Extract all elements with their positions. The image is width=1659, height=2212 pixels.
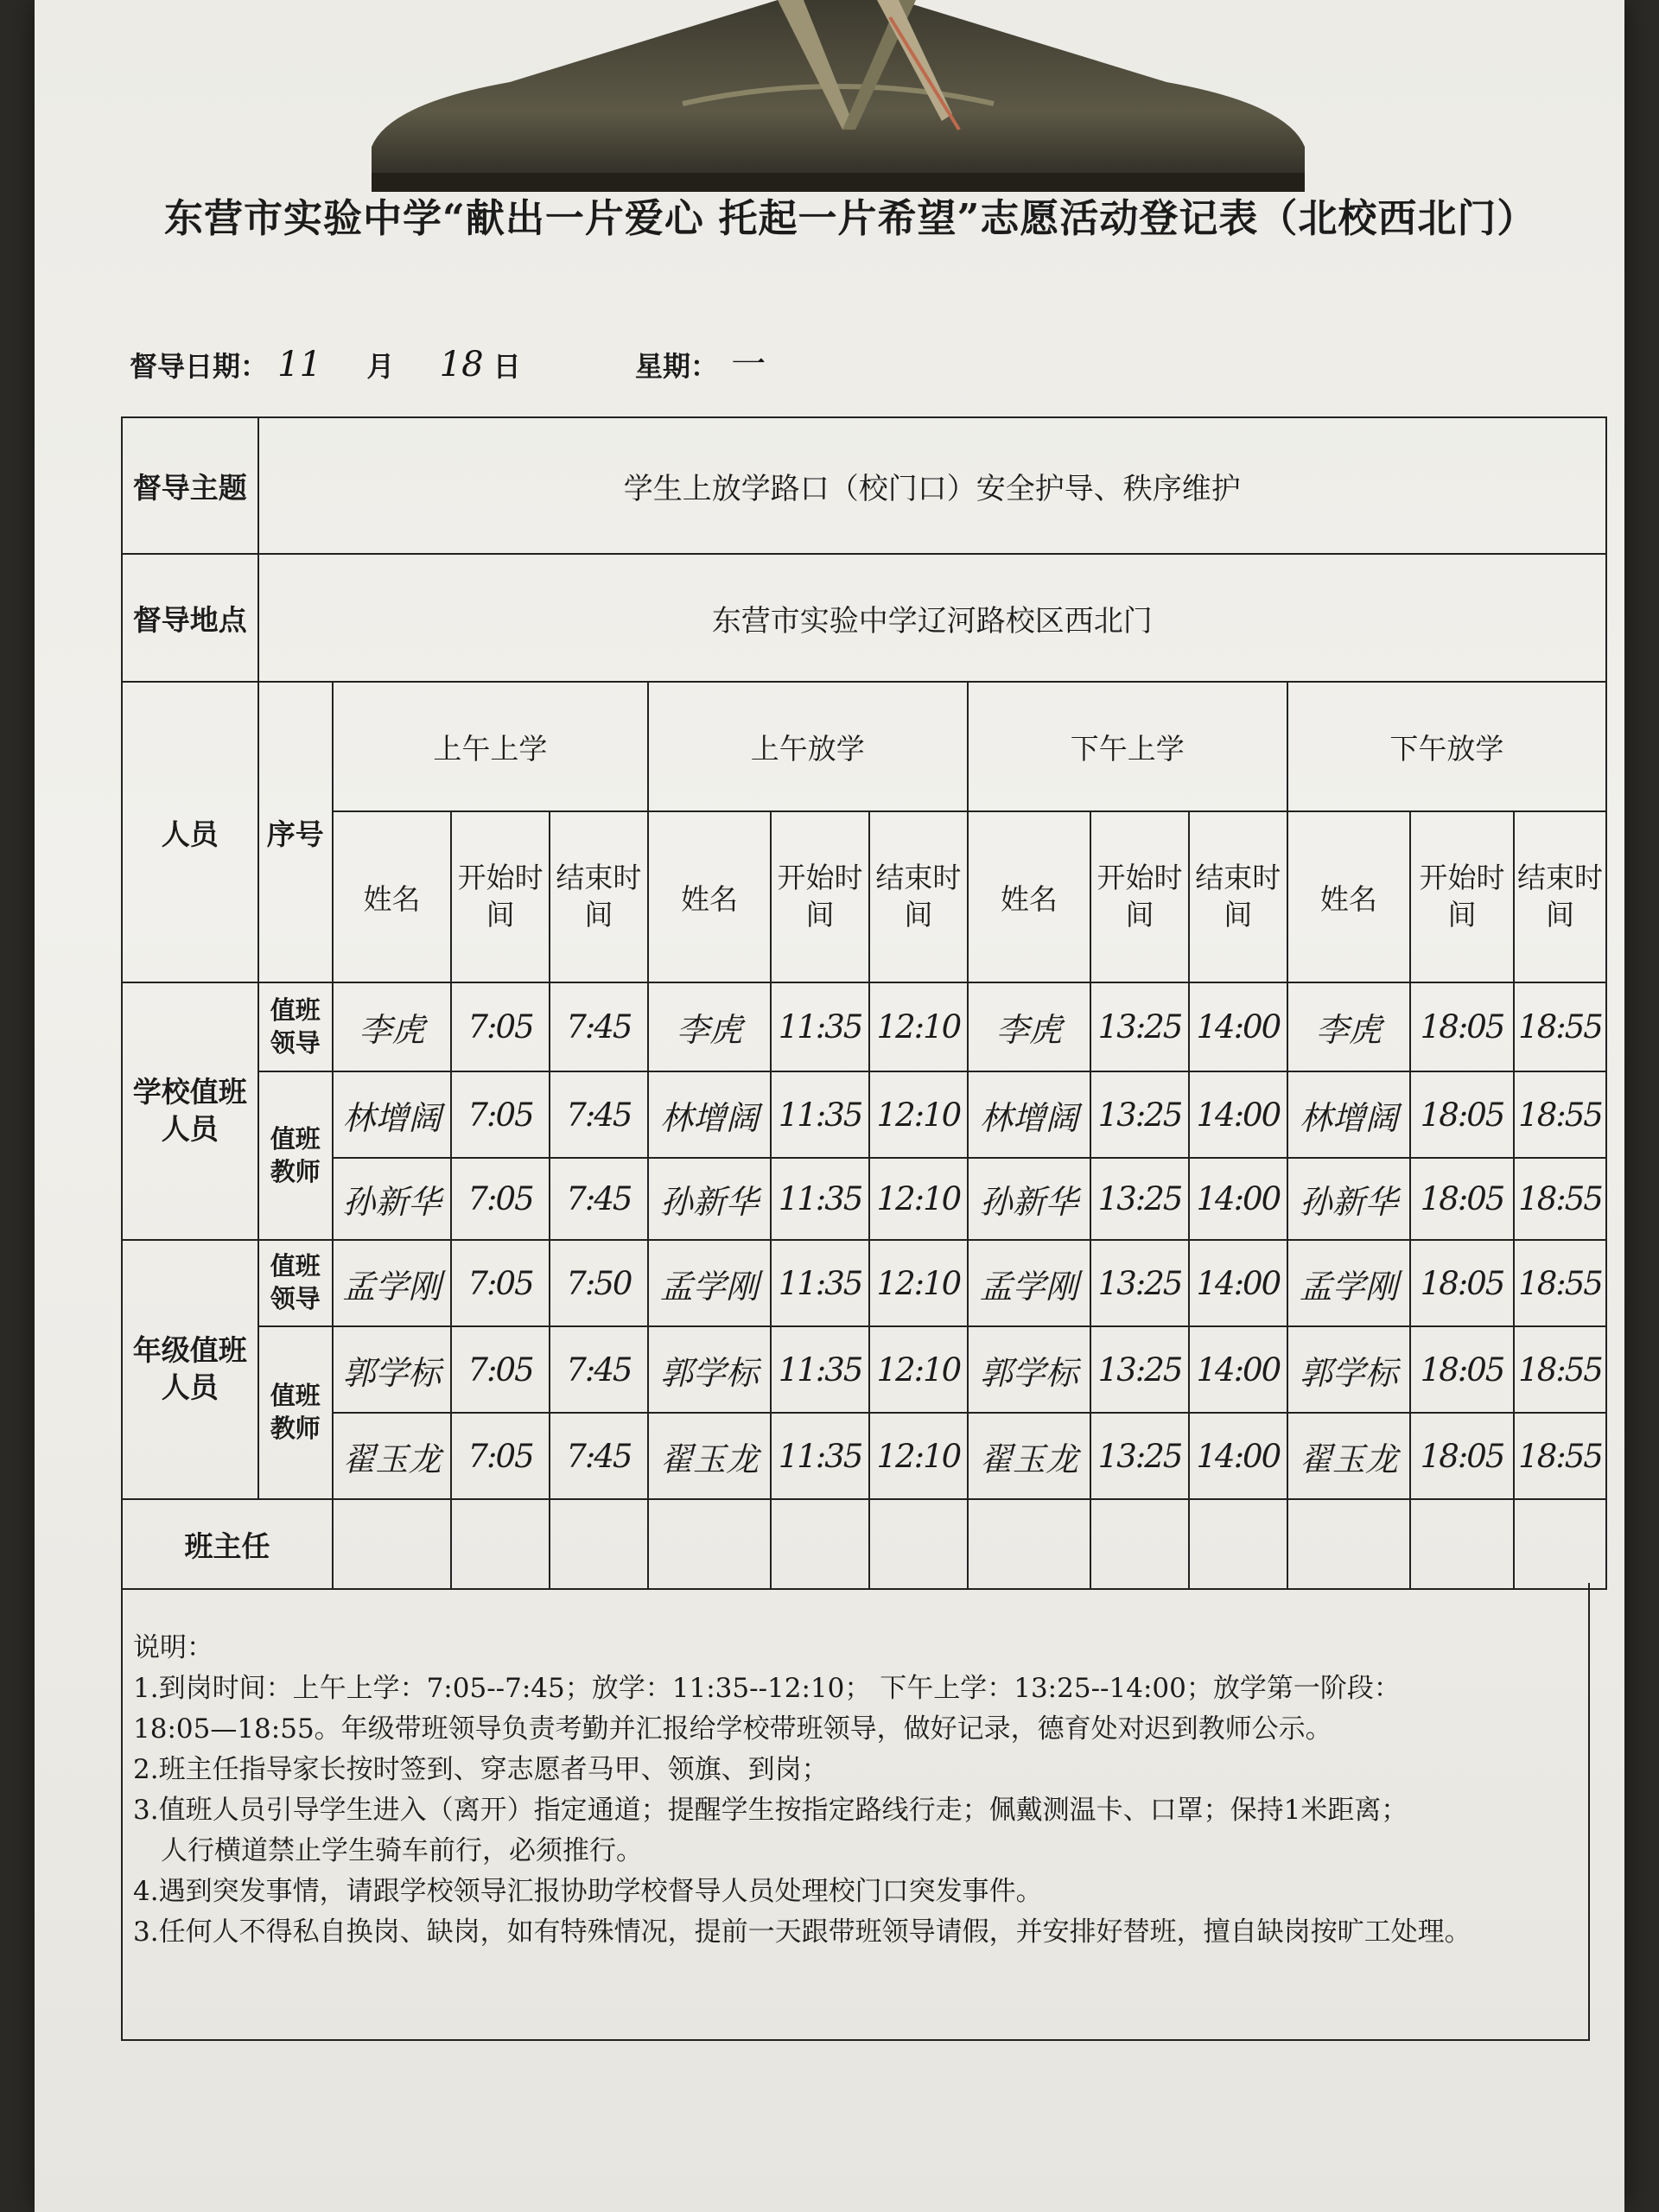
time-cell: 12:10 — [876, 1351, 961, 1389]
topic-value: 学生上放学路口（校门口）安全护导、秩序维护 — [258, 417, 1606, 554]
date-day-unit: 日 — [493, 350, 521, 383]
date-label: 督导日期： — [130, 350, 269, 383]
role-leader: 值班领导 — [258, 982, 333, 1071]
name-cell: 孟学刚 — [1287, 1240, 1410, 1326]
name-cell: 林增阔 — [968, 1071, 1090, 1158]
name-cell: 孟学刚 — [968, 1240, 1090, 1326]
time-cell: 11:35 — [778, 1437, 862, 1475]
time-cell: 18:55 — [1518, 1180, 1602, 1217]
session-am-leave: 上午放学 — [648, 682, 968, 811]
time-cell: 14:00 — [1196, 1180, 1281, 1217]
time-cell: 7:45 — [566, 1008, 632, 1046]
time-cell: 13:25 — [1097, 1351, 1182, 1389]
col-start: 开始时间 — [771, 811, 869, 982]
empty-cell — [1287, 1499, 1410, 1589]
time-cell: 18:55 — [1518, 1437, 1602, 1475]
time-cell: 14:00 — [1196, 1008, 1281, 1046]
time-cell: 11:35 — [778, 1180, 862, 1217]
time-cell: 12:10 — [876, 1437, 961, 1475]
name-cell: 林增阔 — [333, 1071, 451, 1158]
head-teacher-label: 班主任 — [122, 1499, 333, 1589]
time-cell: 11:35 — [778, 1096, 862, 1134]
seq-label: 序号 — [258, 682, 333, 982]
time-cell: 18:05 — [1420, 1096, 1504, 1134]
notes-line: 18:05—18:55。年级带班领导负责考勤并汇报给学校带班领导，做好记录，德育处对迟到教师公示。 — [133, 1713, 1332, 1745]
name-cell: 翟玉龙 — [648, 1413, 771, 1499]
time-cell: 18:05 — [1420, 1180, 1504, 1217]
session-am-arrive: 上午上学 — [333, 682, 648, 811]
col-name: 姓名 — [1287, 811, 1410, 982]
name-cell: 孙新华 — [333, 1158, 451, 1240]
col-name: 姓名 — [333, 811, 451, 982]
time-cell: 13:25 — [1097, 1180, 1182, 1217]
col-name: 姓名 — [648, 811, 771, 982]
col-start: 开始时间 — [1090, 811, 1189, 982]
date-month: 11 — [277, 345, 322, 385]
notes-line: 4.遇到突发事情，请跟学校领导汇报协助学校督导人员处理校门口突发事件。 — [133, 1876, 1043, 1907]
col-end: 结束时间 — [550, 811, 648, 982]
table-row — [122, 982, 1606, 1071]
empty-cell — [869, 1499, 968, 1589]
notes-line: 2.班主任指导家长按时签到、穿志愿者马甲、领旗、到岗； — [133, 1754, 829, 1785]
name-cell: 林增阔 — [1287, 1071, 1410, 1158]
time-cell: 12:10 — [876, 1180, 961, 1217]
name-cell: 孙新华 — [648, 1158, 771, 1240]
name-cell: 李虎 — [1287, 982, 1410, 1071]
time-cell: 18:55 — [1518, 1264, 1602, 1302]
empty-cell — [550, 1499, 648, 1589]
role-teacher: 值班教师 — [258, 1071, 333, 1240]
time-cell: 13:25 — [1097, 1096, 1182, 1134]
registration-table — [121, 416, 1607, 1590]
table-row — [122, 1413, 1606, 1499]
time-cell: 7:05 — [467, 1180, 533, 1217]
time-cell: 18:05 — [1420, 1264, 1504, 1302]
time-cell: 18:05 — [1420, 1008, 1504, 1046]
date-row — [130, 337, 762, 386]
time-cell: 7:05 — [467, 1351, 533, 1389]
date-month-unit: 月 — [366, 350, 395, 383]
notes-line: 3.任何人不得私自换岗、缺岗，如有特殊情况，提前一天跟带班领导请假，并安排好替班，擅自缺岗按旷工处理。 — [133, 1916, 1471, 1948]
time-cell: 7:05 — [467, 1437, 533, 1475]
name-cell: 孟学刚 — [648, 1240, 771, 1326]
date-day: 18 — [439, 345, 484, 385]
session-pm-arrive: 下午上学 — [968, 682, 1287, 811]
time-cell: 7:05 — [467, 1008, 533, 1046]
notes-line: 3.值班人员引导学生进入（离开）指定通道；提醒学生按指定路线行走；佩戴测温卡、口罩；保持1米距离； — [133, 1795, 1408, 1826]
form-title: 东营市实验中学“献出一片爱心 托起一片希望”志愿活动登记表（北校西北门） — [164, 195, 1537, 241]
people-label: 人员 — [122, 682, 258, 982]
empty-cell — [333, 1499, 451, 1589]
time-cell: 7:45 — [566, 1437, 632, 1475]
empty-cell — [968, 1499, 1090, 1589]
time-cell: 18:05 — [1420, 1351, 1504, 1389]
place-value: 东营市实验中学辽河路校区西北门 — [258, 554, 1606, 682]
time-cell: 14:00 — [1196, 1096, 1281, 1134]
empty-cell — [1410, 1499, 1514, 1589]
empty-cell — [771, 1499, 869, 1589]
role-teacher: 值班教师 — [258, 1326, 333, 1499]
time-cell: 7:50 — [566, 1264, 632, 1302]
time-cell: 7:05 — [467, 1264, 533, 1302]
empty-cell — [1514, 1499, 1606, 1589]
time-cell: 11:35 — [778, 1264, 862, 1302]
time-cell: 11:35 — [778, 1008, 862, 1046]
col-end: 结束时间 — [1514, 811, 1606, 982]
time-cell: 14:00 — [1196, 1437, 1281, 1475]
name-cell: 李虎 — [648, 982, 771, 1071]
time-cell: 18:55 — [1518, 1008, 1602, 1046]
notes-line: 1.到岗时间：上午上学：7:05--7:45；放学：11:35--12:10； 下午上学：13:25--14:00；放学第一阶段： — [133, 1673, 1401, 1704]
time-cell: 7:45 — [566, 1351, 632, 1389]
name-cell: 孟学刚 — [333, 1240, 451, 1326]
name-cell: 郭学标 — [968, 1326, 1090, 1413]
time-cell: 13:25 — [1097, 1437, 1182, 1475]
time-cell: 12:10 — [876, 1008, 961, 1046]
table-row — [122, 1326, 1606, 1413]
time-cell: 7:45 — [566, 1096, 632, 1134]
table-row — [122, 1071, 1606, 1158]
grade-duty-group: 年级值班人员 — [122, 1240, 258, 1499]
col-end: 结束时间 — [1189, 811, 1287, 982]
col-name: 姓名 — [968, 811, 1090, 982]
name-cell: 翟玉龙 — [1287, 1413, 1410, 1499]
time-cell: 7:05 — [467, 1096, 533, 1134]
name-cell: 翟玉龙 — [968, 1413, 1090, 1499]
empty-cell — [451, 1499, 550, 1589]
empty-cell — [648, 1499, 771, 1589]
session-pm-leave: 下午放学 — [1287, 682, 1606, 811]
weekday-value: 一 — [728, 345, 763, 385]
weekday-label: 星期： — [634, 350, 718, 383]
name-cell: 郭学标 — [1287, 1326, 1410, 1413]
time-cell: 18:05 — [1420, 1437, 1504, 1475]
clipboard-clip-icon — [372, 0, 1305, 199]
time-cell: 7:45 — [566, 1180, 632, 1217]
name-cell: 孙新华 — [1287, 1158, 1410, 1240]
topic-label: 督导主题 — [122, 417, 258, 554]
school-duty-group: 学校值班人员 — [122, 982, 258, 1240]
empty-cell — [1090, 1499, 1189, 1589]
time-cell: 18:55 — [1518, 1096, 1602, 1134]
col-start: 开始时间 — [1410, 811, 1514, 982]
name-cell: 孙新华 — [968, 1158, 1090, 1240]
role-leader: 值班领导 — [258, 1240, 333, 1326]
table-row — [122, 1240, 1606, 1326]
notes-line: 人行横道禁止学生骑车前行，必须推行。 — [161, 1835, 643, 1866]
name-cell: 李虎 — [968, 982, 1090, 1071]
time-cell: 13:25 — [1097, 1264, 1182, 1302]
name-cell: 李虎 — [333, 982, 451, 1071]
place-label: 督导地点 — [122, 554, 258, 682]
time-cell: 12:10 — [876, 1096, 961, 1134]
time-cell: 12:10 — [876, 1264, 961, 1302]
time-cell: 14:00 — [1196, 1351, 1281, 1389]
col-end: 结束时间 — [869, 811, 968, 982]
notes-section — [121, 1583, 1590, 2041]
time-cell: 18:55 — [1518, 1351, 1602, 1389]
table-row — [122, 1158, 1606, 1240]
name-cell: 翟玉龙 — [333, 1413, 451, 1499]
time-cell: 13:25 — [1097, 1008, 1182, 1046]
name-cell: 郭学标 — [648, 1326, 771, 1413]
paper-sheet — [35, 0, 1624, 2212]
notes-heading: 说明： — [133, 1632, 213, 1663]
time-cell: 14:00 — [1196, 1264, 1281, 1302]
time-cell: 11:35 — [778, 1351, 862, 1389]
name-cell: 林增阔 — [648, 1071, 771, 1158]
name-cell: 郭学标 — [333, 1326, 451, 1413]
empty-cell — [1189, 1499, 1287, 1589]
table-row — [122, 1499, 1606, 1589]
col-start: 开始时间 — [451, 811, 550, 982]
